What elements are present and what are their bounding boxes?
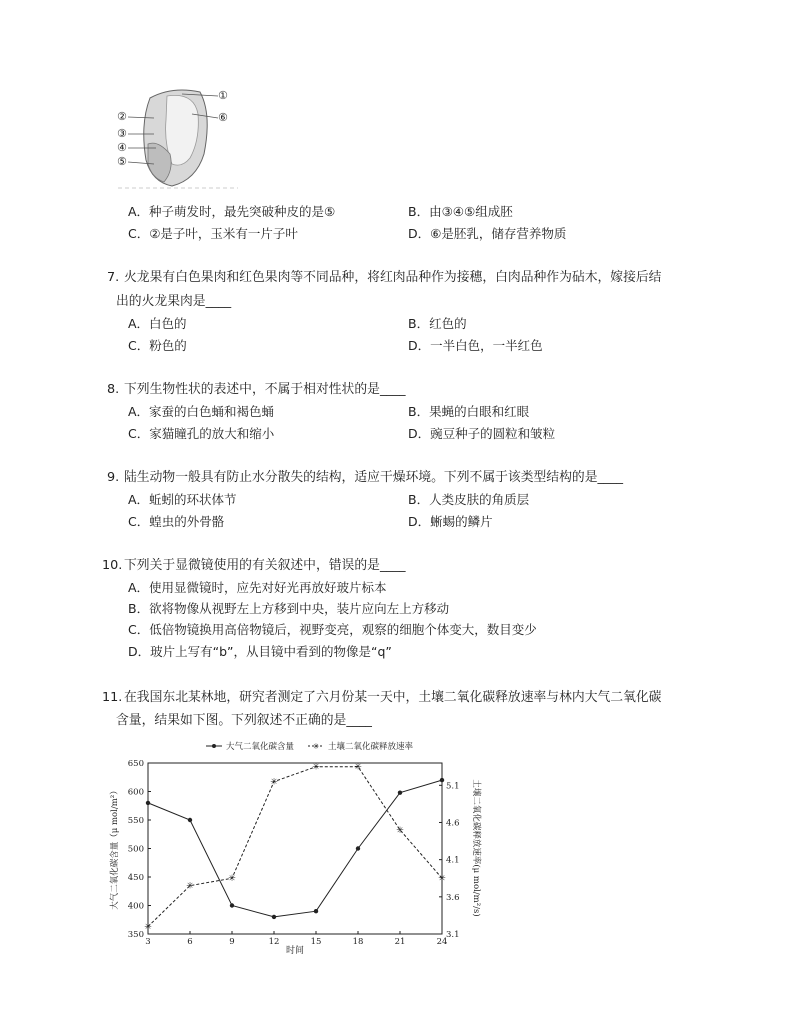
q9-number: 9.: [107, 470, 120, 485]
y-left-tick-label: 500: [127, 844, 144, 855]
co2-dual-axis-chart: [108, 734, 488, 956]
atmo-co2-point: [188, 818, 192, 822]
q8-text: 下列生物性状的表述中，不属于相对性状的是____: [124, 382, 406, 397]
y-left-tick-label: 400: [127, 901, 144, 912]
q9-option-d: D．蜥蜴的鳞片: [408, 514, 493, 529]
x-tick-label: 21: [394, 937, 406, 947]
q8-option-b: B．果蝇的白眼和红眼: [408, 404, 530, 419]
q7-option-a: A．白色的: [128, 316, 187, 331]
q11-text-line1: 在我国东北某林地，研究者测定了六月份某一天中，土壤二氧化碳释放速率与林内大气二氧化碳: [124, 690, 662, 705]
y-right-tick-label: 3.6: [446, 892, 460, 903]
q6-option-a: A．种子萌发时，最先突破种皮的是⑤: [128, 204, 336, 219]
x-tick-label: 15: [310, 937, 322, 947]
q6-option-b: B．由③④⑤组成胚: [408, 204, 513, 219]
soil-co2-point: ✳: [396, 825, 404, 836]
atmo-co2-point: [398, 790, 402, 794]
y-left-tick-label: 650: [127, 759, 144, 769]
y-left-tick-label: 350: [127, 930, 144, 940]
q8-number: 8.: [107, 382, 120, 397]
q11-number: 11.: [102, 690, 123, 705]
soil-co2-point: ✳: [438, 874, 446, 885]
q8-option-c: C．家猫瞳孔的放大和缩小: [128, 426, 275, 441]
q10-option-b: B．欲将物像从视野左上方移到中央，装片应向左上方移动: [128, 601, 450, 616]
seed-label-6: ⑥: [218, 111, 228, 124]
q7-text-line2: 出的火龙果肉是____: [116, 294, 232, 309]
x-tick-label: 24: [436, 937, 448, 947]
q6-option-d: D．⑥是胚乳，储存营养物质: [408, 226, 567, 241]
soil-co2-point: ✳: [144, 922, 152, 933]
q7-number: 7.: [107, 270, 120, 285]
atmo-co2-point: [272, 915, 276, 919]
x-axis-label: 时间: [285, 946, 305, 956]
q10-option-d: D．玻片上写有“b”，从目镜中看到的物像是“q”: [128, 644, 392, 659]
q7-option-c: C．粉色的: [128, 338, 187, 353]
y-right-tick-label: 3.1: [446, 930, 460, 940]
soil-co2-point: ✳: [354, 762, 362, 773]
q10-option-a: A．使用显微镜时，应先对好光再放好玻片标本: [128, 580, 387, 595]
x-tick-label: 18: [352, 937, 364, 947]
seed-label-4: ④: [117, 141, 127, 154]
atmo-co2-point: [356, 846, 360, 850]
legend-label-soil: 土壤二氧化碳释放速率: [328, 742, 414, 752]
q9-text: 陆生动物一般具有防止水分散失的结构，适应干燥环境。下列不属于该类型结构的是____: [124, 470, 624, 485]
y-left-tick-label: 450: [127, 873, 144, 883]
series-line-soil-co2-release: [148, 767, 442, 927]
q10-option-c: C．低倍物镜换用高倍物镜后，视野变亮，观察的细胞个体变大，数目变少: [128, 622, 537, 637]
seed-label-2: ②: [117, 110, 127, 123]
y-axis-right-label: 土壤二氧化碳释放速率(μ mol/m²/s): [471, 779, 481, 917]
legend-label-atmo: 大气二氧化碳含量: [226, 742, 295, 752]
x-tick-label: 9: [229, 937, 235, 947]
atmo-co2-point: [230, 903, 234, 907]
seed-label-3: ③: [117, 127, 127, 140]
atmo-co2-point: [146, 801, 150, 805]
q8-option-a: A．家蚕的白色蛹和褐色蛹: [128, 404, 275, 419]
x-tick-label: 12: [268, 937, 280, 947]
y-left-tick-label: 550: [127, 816, 144, 826]
soil-co2-point: ✳: [186, 881, 194, 892]
soil-co2-point: ✳: [228, 874, 236, 885]
series-line-atmospheric-co2: [148, 777, 442, 917]
q9-option-b: B．人类皮肤的角质层: [408, 492, 530, 507]
q10-text: 下列关于显微镜使用的有关叙述中，错误的是____: [124, 558, 406, 573]
q9-option-c: C．蝗虫的外骨骼: [128, 514, 225, 529]
chart-legend: [206, 741, 414, 752]
atmo-co2-point: [314, 909, 318, 913]
q7-option-b: B．红色的: [408, 316, 467, 331]
x-tick-label: 3: [145, 937, 151, 947]
y-right-tick-label: 4.1: [446, 855, 460, 866]
plot-frame: [148, 763, 442, 934]
y-left-tick-label: 600: [127, 787, 144, 798]
legend-marker-asterisk: ✳: [312, 742, 320, 751]
x-tick-label: 6: [187, 937, 193, 947]
q9-option-a: A．蚯蚓的环状体节: [128, 492, 237, 507]
q6-option-c: C．②是子叶，玉米有一片子叶: [128, 226, 298, 241]
y-right-tick-label: 4.6: [446, 818, 460, 829]
soil-co2-point: ✳: [270, 777, 278, 788]
q11-text-line2: 含量，结果如下图。下列叙述不正确的是____: [116, 713, 372, 728]
y-right-tick-label: 5.1: [446, 781, 460, 792]
seed-label-1: ①: [218, 89, 228, 102]
q10-number: 10.: [102, 558, 123, 573]
atmo-co2-point: [440, 778, 444, 782]
seed-label-5: ⑤: [117, 155, 127, 168]
q7-option-d: D．一半白色，一半红色: [408, 338, 543, 353]
q8-option-d: D．豌豆种子的圆粒和皱粒: [408, 426, 556, 441]
y-axis-left-label: 大气二氧化碳含量（μ mol/m²）: [110, 786, 120, 910]
q7-text-line1: 火龙果有白色果肉和红色果肉等不同品种，将红肉品种作为接穗，白肉品种作为砧木，嫁接后结: [124, 270, 662, 285]
soil-co2-point: ✳: [312, 762, 320, 773]
